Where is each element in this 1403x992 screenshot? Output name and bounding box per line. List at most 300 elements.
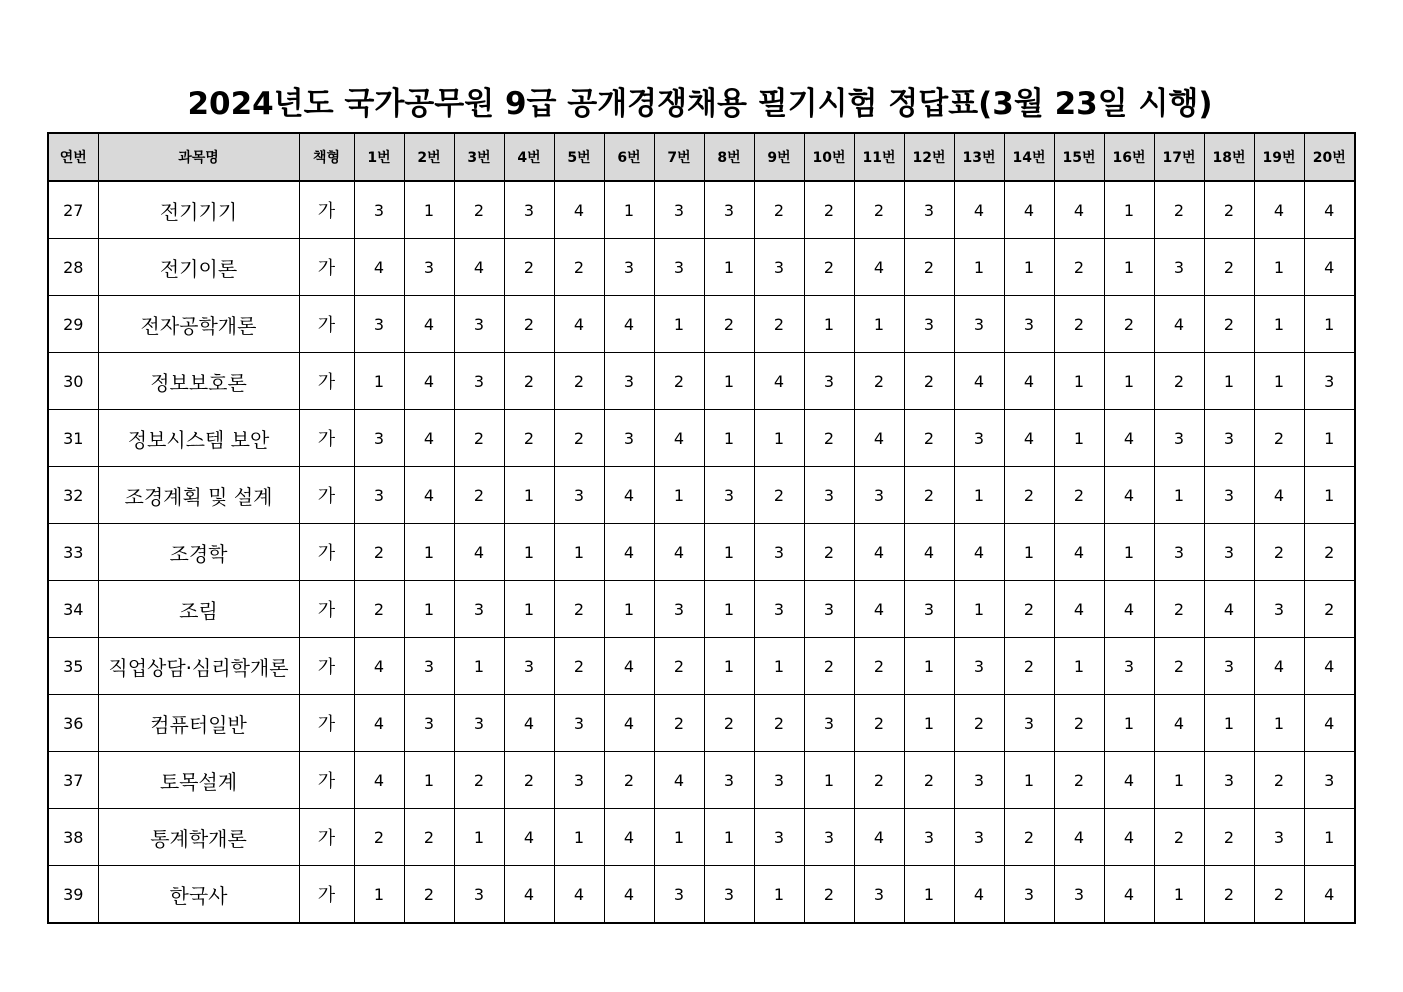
answer-cell: 2 <box>1004 809 1054 866</box>
answer-cell: 1 <box>1304 809 1355 866</box>
answer-cell: 3 <box>1004 866 1054 924</box>
row-number: 35 <box>48 638 98 695</box>
answer-cell: 4 <box>1054 181 1104 239</box>
table-row <box>48 695 1355 752</box>
answer-cell: 2 <box>1154 581 1204 638</box>
answer-cell: 3 <box>554 695 604 752</box>
answer-cell: 1 <box>704 353 754 410</box>
answer-cell: 3 <box>1204 410 1254 467</box>
header-question-4: 4번 <box>504 133 554 181</box>
answer-cell: 3 <box>904 581 954 638</box>
answer-cell: 1 <box>954 467 1004 524</box>
header-question-11: 11번 <box>854 133 904 181</box>
answer-cell: 4 <box>1104 866 1154 924</box>
answer-cell: 4 <box>604 524 654 581</box>
answer-cell: 2 <box>504 353 554 410</box>
booklet-type: 가 <box>299 467 354 524</box>
answer-cell: 2 <box>904 239 954 296</box>
answer-cell: 4 <box>854 239 904 296</box>
answer-cell: 3 <box>1004 296 1054 353</box>
answer-cell: 1 <box>754 638 804 695</box>
answer-cell: 1 <box>1104 524 1154 581</box>
answer-cell: 4 <box>1254 638 1304 695</box>
answer-cell: 3 <box>1204 752 1254 809</box>
answer-cell: 2 <box>804 181 854 239</box>
answer-cell: 2 <box>754 695 804 752</box>
answer-cell: 4 <box>1104 752 1154 809</box>
answer-cell: 3 <box>404 695 454 752</box>
answer-cell: 1 <box>1304 296 1355 353</box>
header-question-3: 3번 <box>454 133 504 181</box>
row-number: 38 <box>48 809 98 866</box>
header-subject: 과목명 <box>98 133 299 181</box>
answer-cell: 1 <box>504 467 554 524</box>
answer-cell: 3 <box>454 353 504 410</box>
answer-cell: 3 <box>804 581 854 638</box>
answer-cell: 4 <box>854 581 904 638</box>
booklet-type: 가 <box>299 524 354 581</box>
answer-cell: 3 <box>704 752 754 809</box>
answer-cell: 3 <box>854 866 904 924</box>
answer-cell: 4 <box>604 296 654 353</box>
answer-cell: 2 <box>1204 809 1254 866</box>
answer-cell: 2 <box>1204 296 1254 353</box>
table-row <box>48 467 1355 524</box>
answer-cell: 1 <box>704 524 754 581</box>
subject-name: 컴퓨터일반 <box>98 695 299 752</box>
answer-cell: 3 <box>1154 239 1204 296</box>
answer-cell: 3 <box>404 239 454 296</box>
answer-cell: 2 <box>854 695 904 752</box>
answer-cell: 4 <box>504 809 554 866</box>
answer-cell: 2 <box>504 752 554 809</box>
answer-cell: 1 <box>454 638 504 695</box>
row-number: 36 <box>48 695 98 752</box>
answer-cell: 3 <box>354 296 404 353</box>
answer-cell: 4 <box>1254 181 1304 239</box>
header-question-12: 12번 <box>904 133 954 181</box>
answer-cell: 1 <box>604 581 654 638</box>
booklet-type: 가 <box>299 239 354 296</box>
header-question-9: 9번 <box>754 133 804 181</box>
answer-cell: 3 <box>1104 638 1154 695</box>
table-row <box>48 638 1355 695</box>
answer-cell: 3 <box>1054 866 1104 924</box>
answer-cell: 2 <box>1304 581 1355 638</box>
answer-cell: 4 <box>1254 467 1304 524</box>
answer-cell: 1 <box>1254 695 1304 752</box>
answer-cell: 4 <box>854 524 904 581</box>
subject-name: 전자공학개론 <box>98 296 299 353</box>
answer-cell: 2 <box>854 353 904 410</box>
answer-cell: 3 <box>1154 410 1204 467</box>
answer-cell: 4 <box>1054 809 1104 866</box>
row-number: 31 <box>48 410 98 467</box>
answer-cell: 3 <box>954 410 1004 467</box>
answer-cell: 3 <box>354 181 404 239</box>
answer-cell: 4 <box>654 410 704 467</box>
answer-cell: 1 <box>1104 695 1154 752</box>
header-question-10: 10번 <box>804 133 854 181</box>
answer-cell: 4 <box>404 296 454 353</box>
answer-cell: 1 <box>754 410 804 467</box>
answer-cell: 2 <box>754 296 804 353</box>
answer-cell: 4 <box>354 638 404 695</box>
answer-cell: 4 <box>354 752 404 809</box>
booklet-type: 가 <box>299 296 354 353</box>
answer-cell: 1 <box>904 866 954 924</box>
answer-cell: 2 <box>904 467 954 524</box>
answer-cell: 4 <box>1304 181 1355 239</box>
answer-cell: 3 <box>604 239 654 296</box>
answer-cell: 3 <box>654 239 704 296</box>
answer-cell: 1 <box>704 410 754 467</box>
answer-cell: 3 <box>504 181 554 239</box>
answer-cell: 3 <box>804 353 854 410</box>
answer-cell: 1 <box>1054 410 1104 467</box>
answer-cell: 4 <box>854 809 904 866</box>
answer-cell: 1 <box>854 296 904 353</box>
subject-name: 정보시스템 보안 <box>98 410 299 467</box>
answer-cell: 1 <box>1254 239 1304 296</box>
answer-cell: 1 <box>904 638 954 695</box>
answer-cell: 2 <box>354 524 404 581</box>
answer-cell: 4 <box>554 866 604 924</box>
answer-cell: 1 <box>954 239 1004 296</box>
answer-cell: 4 <box>354 695 404 752</box>
answer-cell: 2 <box>1054 752 1104 809</box>
subject-name: 조림 <box>98 581 299 638</box>
header-question-16: 16번 <box>1104 133 1154 181</box>
answer-cell: 2 <box>804 524 854 581</box>
answer-cell: 3 <box>654 581 704 638</box>
answer-cell: 1 <box>1154 467 1204 524</box>
answer-cell: 3 <box>604 353 654 410</box>
answer-cell: 3 <box>1004 695 1054 752</box>
answer-cell: 1 <box>1204 353 1254 410</box>
table-row <box>48 353 1355 410</box>
answer-cell: 1 <box>954 581 1004 638</box>
subject-name: 한국사 <box>98 866 299 924</box>
answer-cell: 2 <box>1004 638 1054 695</box>
answer-cell: 2 <box>704 296 754 353</box>
table-row <box>48 239 1355 296</box>
answer-cell: 3 <box>1204 638 1254 695</box>
booklet-type: 가 <box>299 410 354 467</box>
answer-cell: 3 <box>1304 752 1355 809</box>
table-row <box>48 809 1355 866</box>
answer-cell: 2 <box>704 695 754 752</box>
answer-cell: 3 <box>354 467 404 524</box>
page-title: 2024년도 국가공무원 9급 공개경쟁채용 필기시험 정답표(3월 23일 시행) <box>187 86 1213 122</box>
answer-cell: 1 <box>1304 410 1355 467</box>
answer-cell: 3 <box>1204 467 1254 524</box>
answer-cell: 4 <box>1004 353 1054 410</box>
answer-cell: 3 <box>904 181 954 239</box>
answer-cell: 2 <box>554 581 604 638</box>
header-question-17: 17번 <box>1154 133 1204 181</box>
answer-cell: 3 <box>954 809 1004 866</box>
answer-cell: 3 <box>804 467 854 524</box>
answer-cell: 1 <box>454 809 504 866</box>
row-number: 28 <box>48 239 98 296</box>
answer-cell: 4 <box>604 809 654 866</box>
answer-cell: 3 <box>804 695 854 752</box>
header-question-8: 8번 <box>704 133 754 181</box>
answer-cell: 1 <box>1154 752 1204 809</box>
answer-cell: 2 <box>354 581 404 638</box>
answer-cell: 1 <box>354 866 404 924</box>
answer-cell: 3 <box>1304 353 1355 410</box>
answer-cell: 2 <box>504 296 554 353</box>
answer-cell: 3 <box>904 809 954 866</box>
answer-cell: 2 <box>954 695 1004 752</box>
booklet-type: 가 <box>299 752 354 809</box>
answer-cell: 1 <box>904 695 954 752</box>
answer-cell: 2 <box>454 410 504 467</box>
table-header-row <box>48 133 1355 181</box>
answer-cell: 2 <box>804 638 854 695</box>
answer-cell: 2 <box>854 752 904 809</box>
answer-cell: 1 <box>354 353 404 410</box>
answer-cell: 1 <box>504 581 554 638</box>
answer-cell: 3 <box>904 296 954 353</box>
table-row <box>48 524 1355 581</box>
answer-table <box>47 132 1356 924</box>
table-row <box>48 296 1355 353</box>
answer-cell: 4 <box>954 181 1004 239</box>
answer-cell: 2 <box>904 752 954 809</box>
answer-cell: 4 <box>754 353 804 410</box>
header-booklet: 책형 <box>299 133 354 181</box>
answer-cell: 4 <box>604 695 654 752</box>
answer-cell: 4 <box>1304 239 1355 296</box>
answer-cell: 4 <box>954 353 1004 410</box>
answer-cell: 1 <box>1254 353 1304 410</box>
subject-name: 전기이론 <box>98 239 299 296</box>
answer-cell: 2 <box>654 638 704 695</box>
answer-cell: 1 <box>804 752 854 809</box>
answer-cell: 4 <box>654 524 704 581</box>
booklet-type: 가 <box>299 353 354 410</box>
answer-cell: 4 <box>1104 467 1154 524</box>
answer-cell: 2 <box>354 809 404 866</box>
answer-cell: 4 <box>1304 638 1355 695</box>
answer-cell: 4 <box>554 296 604 353</box>
subject-name: 통계학개론 <box>98 809 299 866</box>
answer-cell: 4 <box>854 410 904 467</box>
answer-cell: 3 <box>454 695 504 752</box>
answer-cell: 3 <box>504 638 554 695</box>
answer-cell: 3 <box>954 638 1004 695</box>
answer-cell: 4 <box>1154 296 1204 353</box>
answer-cell: 4 <box>504 695 554 752</box>
answer-cell: 3 <box>404 638 454 695</box>
answer-cell: 2 <box>554 410 604 467</box>
answer-cell: 4 <box>1304 695 1355 752</box>
answer-cell: 1 <box>754 866 804 924</box>
answer-cell: 2 <box>854 181 904 239</box>
subject-name: 조경학 <box>98 524 299 581</box>
answer-cell: 1 <box>654 467 704 524</box>
answer-cell: 4 <box>1304 866 1355 924</box>
answer-cell: 4 <box>1154 695 1204 752</box>
answer-cell: 4 <box>1104 809 1154 866</box>
answer-cell: 3 <box>454 581 504 638</box>
answer-cell: 3 <box>554 752 604 809</box>
answer-cell: 3 <box>954 752 1004 809</box>
answer-cell: 3 <box>754 239 804 296</box>
table-row <box>48 866 1355 924</box>
answer-cell: 1 <box>704 809 754 866</box>
answer-cell: 3 <box>754 581 804 638</box>
answer-cell: 4 <box>404 353 454 410</box>
answer-cell: 1 <box>704 239 754 296</box>
answer-cell: 2 <box>554 638 604 695</box>
answer-cell: 2 <box>804 410 854 467</box>
answer-cell: 2 <box>1054 695 1104 752</box>
answer-cell: 2 <box>804 866 854 924</box>
answer-cell: 3 <box>454 866 504 924</box>
answer-cell: 3 <box>604 410 654 467</box>
subject-name: 직업상담·심리학개론 <box>98 638 299 695</box>
answer-cell: 3 <box>854 467 904 524</box>
answer-cell: 1 <box>1104 181 1154 239</box>
answer-cell: 1 <box>1154 866 1204 924</box>
subject-name: 토목설계 <box>98 752 299 809</box>
header-no: 연번 <box>48 133 98 181</box>
table-row <box>48 181 1355 239</box>
answer-cell: 2 <box>554 353 604 410</box>
row-number: 30 <box>48 353 98 410</box>
row-number: 33 <box>48 524 98 581</box>
answer-cell: 3 <box>954 296 1004 353</box>
answer-cell: 1 <box>654 296 704 353</box>
booklet-type: 가 <box>299 809 354 866</box>
header-question-7: 7번 <box>654 133 704 181</box>
row-number: 29 <box>48 296 98 353</box>
answer-cell: 3 <box>704 866 754 924</box>
answer-cell: 4 <box>454 239 504 296</box>
row-number: 39 <box>48 866 98 924</box>
header-question-2: 2번 <box>404 133 454 181</box>
answer-cell: 2 <box>1204 866 1254 924</box>
answer-cell: 2 <box>454 467 504 524</box>
answer-cell: 3 <box>554 467 604 524</box>
answer-cell: 2 <box>1054 239 1104 296</box>
answer-cell: 4 <box>454 524 504 581</box>
answer-cell: 2 <box>1054 296 1104 353</box>
answer-cell: 3 <box>704 181 754 239</box>
answer-cell: 3 <box>354 410 404 467</box>
answer-cell: 2 <box>1254 752 1304 809</box>
answer-cell: 1 <box>1004 752 1054 809</box>
answer-cell: 1 <box>1004 524 1054 581</box>
answer-cell: 2 <box>1254 866 1304 924</box>
answer-cell: 2 <box>504 239 554 296</box>
answer-cell: 2 <box>504 410 554 467</box>
booklet-type: 가 <box>299 638 354 695</box>
answer-cell: 4 <box>404 467 454 524</box>
answer-cell: 2 <box>1154 809 1204 866</box>
header-question-20: 20번 <box>1304 133 1355 181</box>
table-row <box>48 410 1355 467</box>
table-body <box>48 181 1355 923</box>
answer-cell: 2 <box>604 752 654 809</box>
row-number: 37 <box>48 752 98 809</box>
answer-cell: 1 <box>1104 239 1154 296</box>
answer-cell: 1 <box>404 752 454 809</box>
table-row <box>48 752 1355 809</box>
answer-cell: 3 <box>754 524 804 581</box>
answer-cell: 4 <box>1004 410 1054 467</box>
answer-cell: 2 <box>754 467 804 524</box>
answer-cell: 4 <box>1104 410 1154 467</box>
answer-cell: 3 <box>754 752 804 809</box>
answer-cell: 1 <box>1204 695 1254 752</box>
answer-cell: 2 <box>1004 581 1054 638</box>
answer-cell: 2 <box>1204 239 1254 296</box>
answer-cell: 4 <box>554 181 604 239</box>
answer-cell: 4 <box>1004 181 1054 239</box>
answer-cell: 2 <box>554 239 604 296</box>
answer-cell: 4 <box>904 524 954 581</box>
answer-cell: 4 <box>504 866 554 924</box>
answer-cell: 1 <box>1054 353 1104 410</box>
table-row <box>48 581 1355 638</box>
answer-cell: 1 <box>1054 638 1104 695</box>
answer-cell: 2 <box>1254 410 1304 467</box>
booklet-type: 가 <box>299 866 354 924</box>
header-question-18: 18번 <box>1204 133 1254 181</box>
answer-cell: 3 <box>754 809 804 866</box>
answer-cell: 4 <box>604 866 654 924</box>
answer-cell: 2 <box>1204 181 1254 239</box>
answer-cell: 4 <box>654 752 704 809</box>
row-number: 34 <box>48 581 98 638</box>
booklet-type: 가 <box>299 181 354 239</box>
answer-cell: 3 <box>804 809 854 866</box>
subject-name: 정보보호론 <box>98 353 299 410</box>
answer-cell: 2 <box>904 410 954 467</box>
answer-cell: 2 <box>754 181 804 239</box>
answer-cell: 3 <box>1254 581 1304 638</box>
answer-cell: 4 <box>604 638 654 695</box>
answer-cell: 3 <box>1154 524 1204 581</box>
answer-cell: 2 <box>1254 524 1304 581</box>
answer-cell: 3 <box>1254 809 1304 866</box>
answer-cell: 1 <box>654 809 704 866</box>
answer-cell: 1 <box>1254 296 1304 353</box>
answer-cell: 3 <box>654 181 704 239</box>
answer-cell: 2 <box>654 695 704 752</box>
answer-cell: 4 <box>954 524 1004 581</box>
answer-cell: 3 <box>1204 524 1254 581</box>
answer-cell: 1 <box>404 581 454 638</box>
answer-cell: 2 <box>854 638 904 695</box>
answer-cell: 4 <box>1204 581 1254 638</box>
answer-cell: 2 <box>1154 181 1204 239</box>
answer-cell: 1 <box>604 181 654 239</box>
answer-cell: 4 <box>1054 581 1104 638</box>
header-question-13: 13번 <box>954 133 1004 181</box>
answer-cell: 2 <box>1154 638 1204 695</box>
subject-name: 조경계획 및 설계 <box>98 467 299 524</box>
answer-cell: 1 <box>1304 467 1355 524</box>
answer-cell: 2 <box>1004 467 1054 524</box>
header-question-14: 14번 <box>1004 133 1054 181</box>
answer-cell: 2 <box>404 809 454 866</box>
